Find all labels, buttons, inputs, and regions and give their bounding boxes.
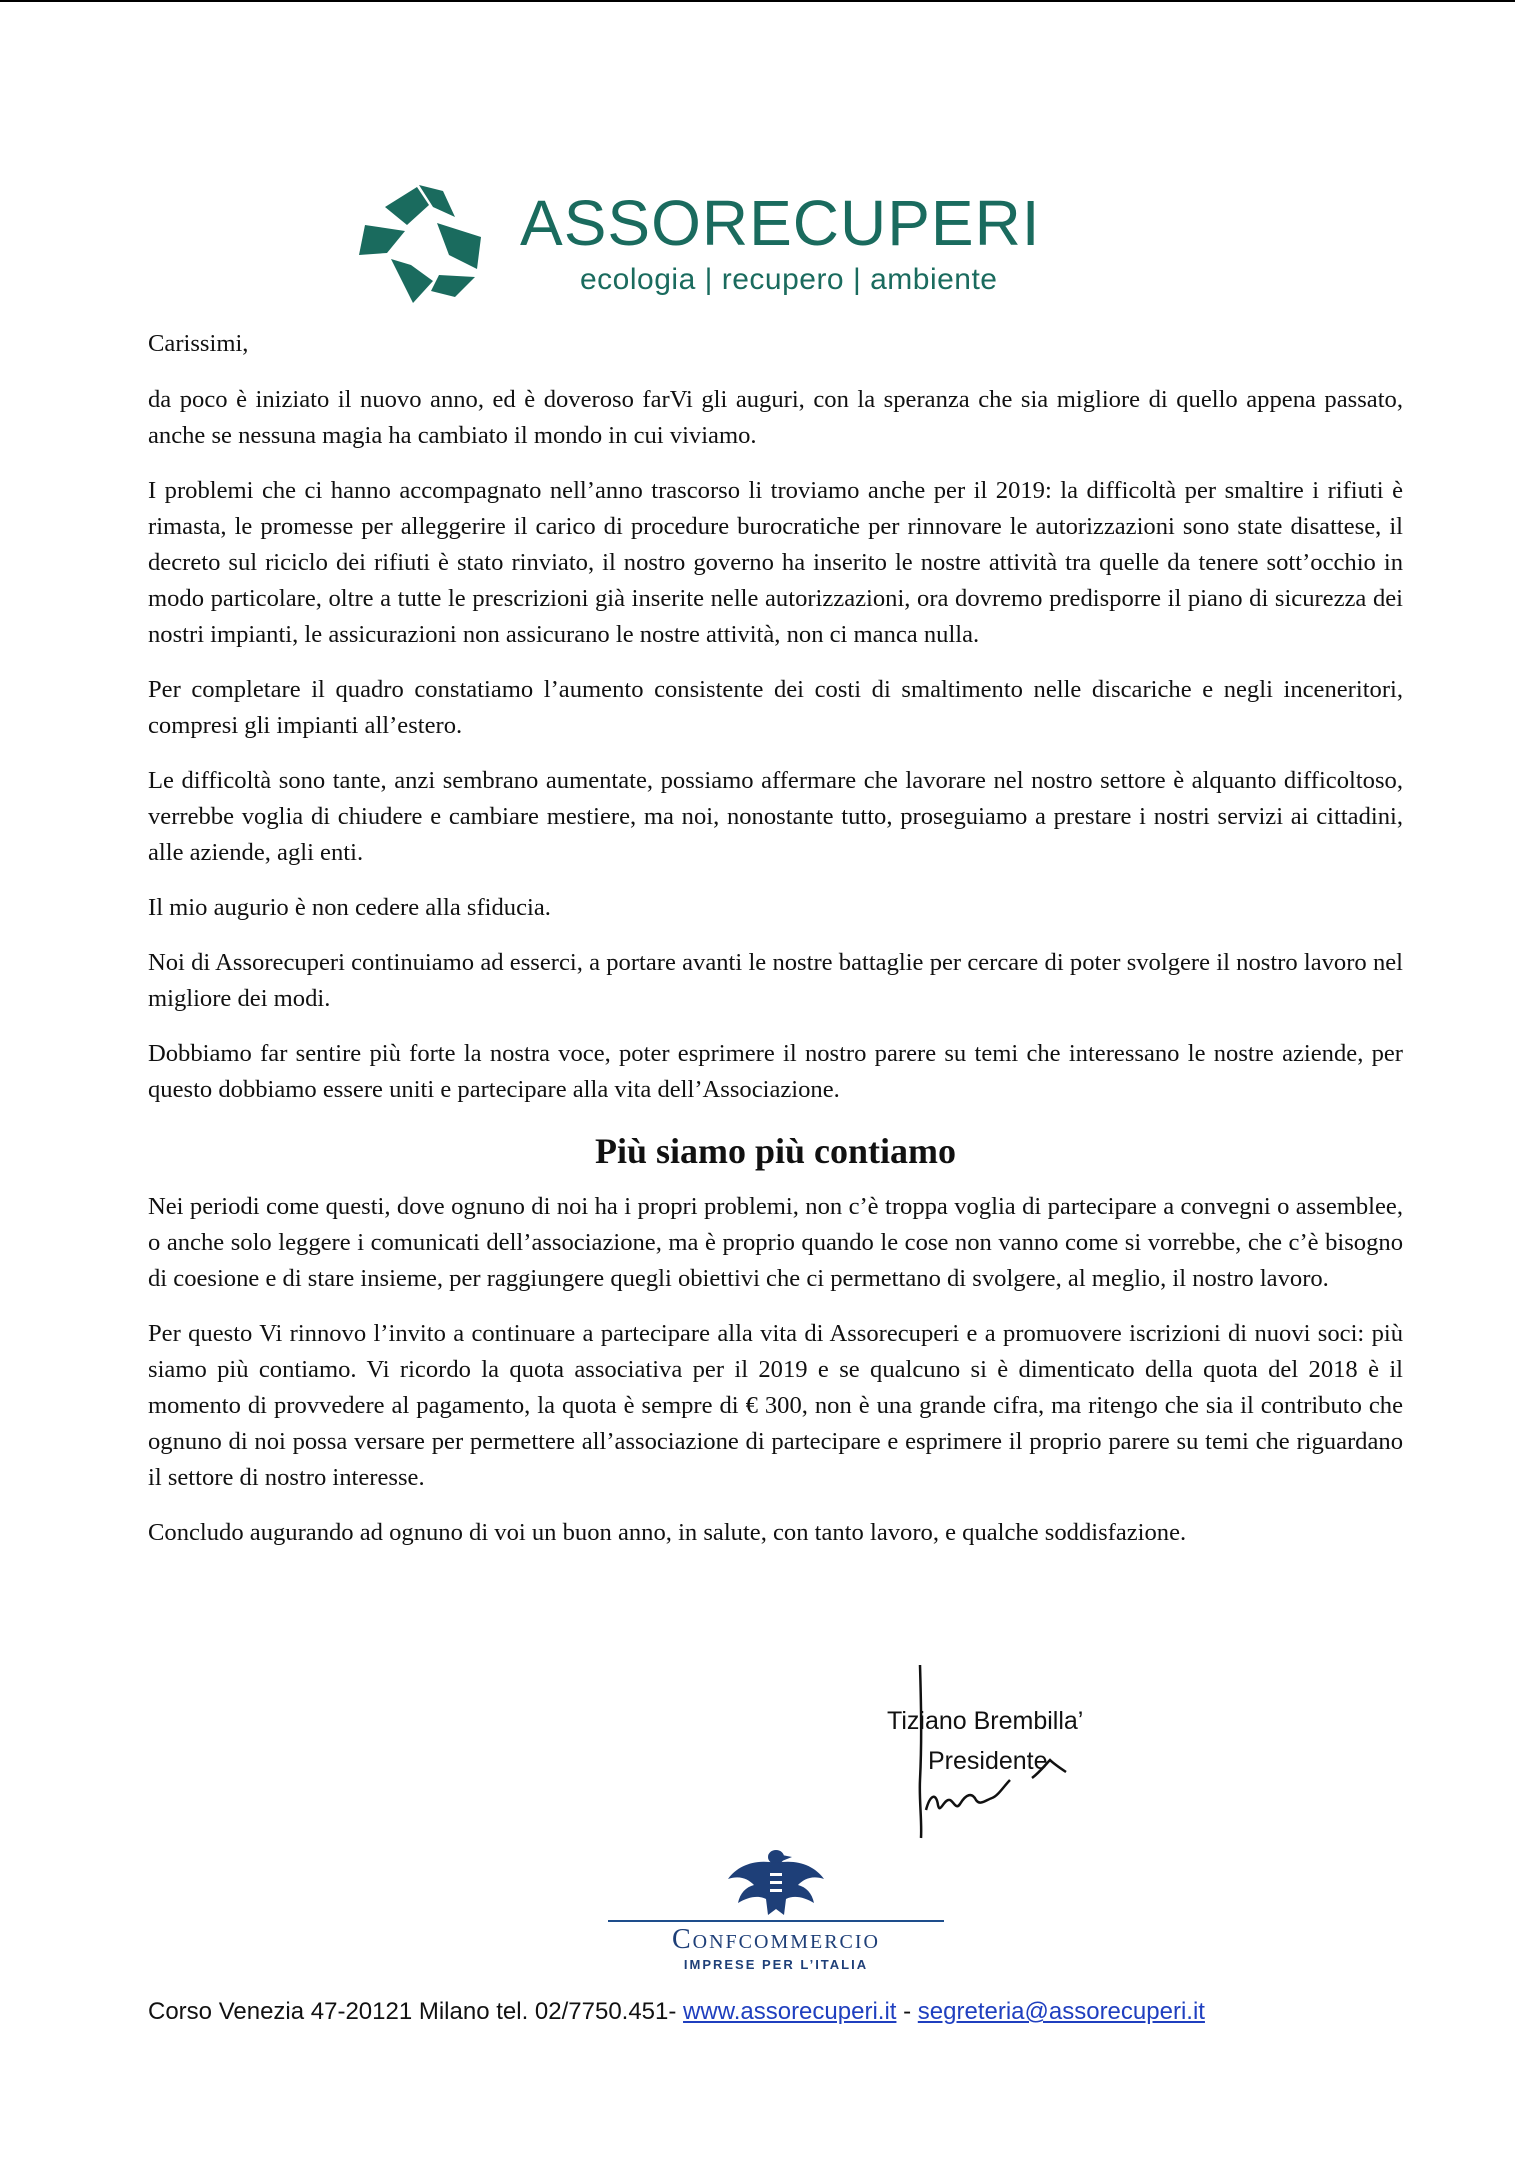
website-link[interactable]: www.assorecuperi.it — [683, 1998, 897, 2025]
signatory-name: Tiziano Brembilla’ — [887, 1707, 1084, 1735]
paragraph: da poco è iniziato il nuovo anno, ed è doveroso farVi gli auguri, con la speranza che sia migliore di quello appena passato, anche se nessuna magia ha cambiato il mondo in cui viviamo. — [148, 386, 1403, 449]
paragraph: I problemi che ci hanno accompagnato nell’anno trascorso li troviamo anche per il 2019: la difficoltà per smaltire i rifiuti è rimasta, le promesse per alleggerire il carico di procedure burocratiche per rinnovare le autorizzazioni sono state disattese, il decreto sul riciclo dei rifiuti è stato rinviato, il nostro governo ha inserito le nostre attività tra quelle da tenere sott’occhio in modo particolare, oltre a tutte le prescrizioni già inserite nelle autorizzazioni, ora dovremo predisporre il piano di sicurezza dei nostri impianti, le assicurazioni non assicurano le nostre attività, non ci manca nulla. — [148, 477, 1403, 648]
confcommercio-rule — [608, 1920, 944, 1922]
email-link[interactable]: segreteria@assorecuperi.it — [917, 1998, 1205, 2025]
signature-block — [880, 1660, 1140, 1840]
letter-body — [148, 326, 1403, 1570]
confcommercio-name: Confcommercio — [671, 1924, 881, 1955]
assorecuperi-logo — [355, 185, 1185, 310]
signatory-role: Presidente — [928, 1747, 1048, 1775]
page-top-border — [0, 0, 1515, 2]
brand-name: ASSORECUPERI — [520, 187, 1041, 259]
footer-address: Corso Venezia 47-20121 Milano tel. 02/7750.451- — [148, 1998, 684, 2025]
footer-contact — [148, 1998, 1205, 2026]
paragraph: Concludo augurando ad ognuno di voi un buon anno, in salute, con tanto lavoro, e qualche soddisfazione. — [148, 1519, 1187, 1546]
confcommercio-subtitle: IMPRESE PER L’ITALIA — [683, 1957, 869, 1972]
paragraph: Dobbiamo far sentire più forte la nostra voce, poter esprimere il nostro parere su temi che interessano le nostre aziende, per questo dobbiamo essere uniti e partecipare alla vita dell’Associazione. — [148, 1040, 1403, 1103]
greeting: Carissimi, — [148, 330, 249, 357]
paragraph: Nei periodi come questi, dove ognuno di noi ha i propri problemi, non c’è troppa voglia di partecipare a convegni o assemblee, o anche solo leggere i comunicati dell’associazione, ma è proprio quando le cose non vanno come si vorrebbe, che c’è bisogno di coesione e di stare insieme, per raggiungere quegli obiettivi che ci permettano di svolgere, al meglio, il nostro lavoro. — [148, 1193, 1403, 1292]
footer-separator: - — [896, 1998, 918, 2025]
brand-tagline: ecologia | recupero | ambiente — [580, 263, 998, 296]
paragraph: Per questo Vi rinnovo l’invito a continuare a partecipare alla vita di Assorecuperi e a promuovere iscrizioni di nuovi soci: più siamo più contiamo. Vi ricordo la quota associativa per il 2019 e se qualcuno si è dimenticato della quota del 2018 è il momento di provvedere al pagamento, la quota è sempre di € 300, non è una grande cifra, ma ritengo che sia il contributo che ognuno di noi possa versare per permettere all’associazione di partecipare e esprimere il proprio parere su temi che riguardano il settore di nostro interesse. — [148, 1320, 1403, 1491]
paragraph: Per completare il quadro constatiamo l’aumento consistente dei costi di smaltimento nelle discariche e negli inceneritori, compresi gli impianti all’estero. — [148, 676, 1403, 739]
paragraph: Noi di Assorecuperi continuiamo ad esserci, a portare avanti le nostre battaglie per cercare di poter svolgere il nostro lavoro nel migliore dei modi. — [148, 949, 1403, 1012]
section-heading: Più siamo più contiamo — [594, 1131, 957, 1171]
confcommercio-logo — [608, 1840, 944, 1970]
paragraph: Il mio augurio è non cedere alla sfiducia. — [148, 894, 551, 921]
eagle-icon — [726, 1845, 826, 1917]
paragraph: Le difficoltà sono tante, anzi sembrano aumentate, possiamo affermare che lavorare nel nostro settore è alquanto difficoltoso, verrebbe voglia di chiudere e cambiare mestiere, ma noi, nonostante tutto, proseguiamo a prestare i nostri servizi ai cittadini, alle aziende, agli enti. — [148, 767, 1403, 866]
recycling-arrows-icon — [355, 185, 485, 305]
